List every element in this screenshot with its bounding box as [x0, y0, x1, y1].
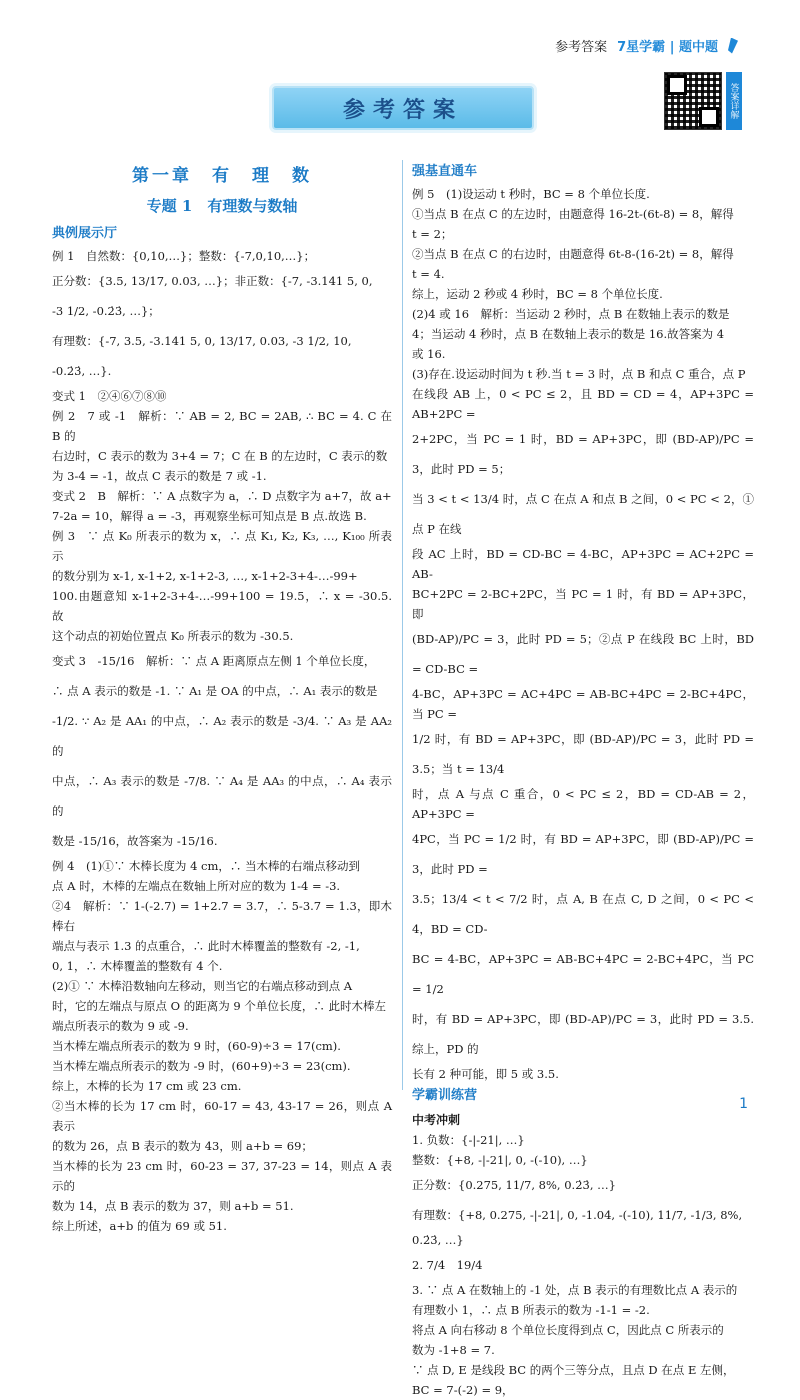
text-line: 正分数：{3.5, 13/17, 0.03, …}；非正数：{-7, -3.141 5, 0, — [52, 274, 373, 288]
page-header — [555, 36, 738, 55]
text-line: BC = 7-(-2) = 9， — [412, 1383, 514, 1397]
text-line: 变式 2 B 解析：∵ A 点数字为 a，∴ D 点数字为 a+7，故 a+ — [52, 489, 392, 503]
text-line: t = 4. — [412, 267, 445, 281]
pen-icon — [728, 38, 738, 54]
text-line: 中点，∴ A₃ 表示的数是 -7/8. ∵ A₄ 是 AA₃ 的中点，∴ A₄ 表示的 — [52, 774, 392, 818]
text-line: 当木棒的长为 23 cm 时，60-23 = 37, 37-23 = 14，则点 A 表示的 — [52, 1159, 392, 1193]
text-line: 在线段 AB 上，0 < PC ≤ 2，且 BD = CD = 4，AP+3PC = AB+2PC = — [412, 387, 754, 421]
text-line: 整数：{+8, -|-21|, 0, -(-10), …} — [412, 1153, 588, 1167]
text-line: 端点与表示 1.3 的点重合，∴ 此时木棒覆盖的整数有 -2, -1, — [52, 939, 360, 953]
text-line: 综上，木棒的长为 17 cm 或 23 cm. — [52, 1079, 242, 1093]
text-line: 1. 负数：{-|-21|, …} — [412, 1133, 525, 1147]
text-line: 例 1 自然数：{0,10,…}；整数：{-7,0,10,…}； — [52, 249, 316, 263]
text-line: 段 AC 上时，BD = CD-BC = 4-BC，AP+3PC = AC+2PC = AB- — [412, 547, 754, 581]
text-line: 当 3 < t < 13/4 时，点 C 在点 A 和点 B 之间，0 < PC < 2，①点 P 在线 — [412, 492, 754, 536]
text-line: 100.由题意知 x-1+2-3+4-…-99+100 = 19.5，∴ x = -30.5.故 — [52, 589, 392, 623]
text-line: 数是 -15/16，故答案为 -15/16. — [52, 834, 218, 848]
header-brand: 7星学霸 | 题中题 — [617, 40, 718, 55]
right-lines-2 — [412, 1130, 754, 1400]
text-line: 2. 7/4 19/4 — [412, 1258, 483, 1272]
text-line: 0.2̇3̇, …} — [412, 1233, 464, 1247]
left-column — [52, 160, 392, 1236]
text-line: (3)存在.设运动时间为 t 秒.当 t = 3 时，点 B 和点 C 重合，点 P — [412, 367, 746, 381]
title-banner — [272, 86, 534, 130]
banner-title: 参考答案 — [342, 97, 463, 123]
text-line: 当木棒左端点所表示的数为 9 时，(60-9)÷3 = 17(cm). — [52, 1039, 341, 1053]
text-line: 点 A 时，木棒的左端点在数轴上所对应的数为 1-4 = -3. — [52, 879, 341, 893]
text-line: 7-2a = 10，解得 a = -3，再观察坐标可知点是 B 点.故选 B. — [52, 509, 367, 523]
text-line: 数为 14，点 B 表示的数为 37，则 a+b = 51. — [52, 1199, 294, 1213]
text-line: 0, 1，∴ 木棒覆盖的整数有 4 个. — [52, 959, 223, 973]
text-line: 有理数：{-7, 3.5, -3.141 5, 0, 13/17, 0.03, -3 1/2, 10, — [52, 334, 352, 348]
text-line: BC+2PC = 2-BC+2PC，当 PC = 1 时，有 BD = AP+3PC，即 — [412, 587, 754, 621]
text-line: ∵ 点 D, E 是线段 BC 的两个三等分点，且点 D 在点 E 左侧， — [412, 1363, 735, 1377]
text-line: 综上，运动 2 秒或 4 秒时，BC = 8 个单位长度. — [412, 287, 663, 301]
text-line: 这个动点的初始位置点 K₀ 所表示的数为 -30.5. — [52, 629, 294, 643]
text-line: 或 16. — [412, 347, 446, 361]
qr-code-icon[interactable] — [664, 72, 722, 130]
section-heading: 典例展示厅 — [52, 226, 118, 241]
text-line: 例 4 (1)①∵ 木棒长度为 4 cm，∴ 当木棒的右端点移动到 — [52, 859, 361, 873]
text-line: 时，它的左端点与原点 O 的距离为 9 个单位长度，∴ 此时木棒左 — [52, 999, 387, 1013]
right-lines-1 — [412, 184, 754, 1084]
text-line: 数为 -1+8 = 7. — [412, 1343, 495, 1357]
text-line: 例 2 7 或 -1 解析：∵ AB = 2, BC = 2AB, ∴ BC = 4. C 在 B 的 — [52, 409, 392, 443]
text-line: 3.5；13/4 < t < 7/2 时，点 A, B 在点 C, D 之间，0 < PC < 4，BD = CD- — [412, 892, 754, 936]
column-divider — [402, 160, 403, 1090]
text-line: 1/2 时，有 BD = AP+3PC，即 (BD-AP)/PC = 3，此时 PD = 3.5；当 t = 13/4 — [412, 732, 754, 776]
text-line: 当木棒左端点所表示的数为 -9 时，(60+9)÷3 = 23(cm). — [52, 1059, 351, 1073]
text-line: ①当点 B 在点 C 的左边时，由题意得 16-2t-(6t-8) = 8，解得 — [412, 207, 734, 221]
text-line: 3. ∵ 点 A 在数轴上的 -1 处，点 B 表示的有理数比点 A 表示的 — [412, 1283, 738, 1297]
text-line: 例 5 (1)设运动 t 秒时，BC = 8 个单位长度. — [412, 187, 650, 201]
left-lines — [52, 246, 392, 1236]
text-line: 将点 A 向右移动 8 个单位长度得到点 C，因此点 C 所表示的 — [412, 1323, 724, 1337]
text-line: 变式 3 -15/16 解析：∵ 点 A 距离原点左侧 1 个单位长度， — [52, 654, 376, 668]
text-line: BC = 4-BC，AP+3PC = AB-BC+4PC = 2-BC+4PC，当 PC = 1/2 — [412, 952, 754, 996]
text-line: 的数为 26，点 B 表示的数为 43，则 a+b = 69； — [52, 1139, 313, 1153]
text-line: 有理数小 1，∴ 点 B 所表示的数为 -1-1 = -2. — [412, 1303, 650, 1317]
header-label: 参考答案 — [555, 40, 608, 55]
chapter-title: 第一章 有 理 数 — [132, 166, 312, 186]
text-line: -3 1/2, -0.2̇3̇, …}； — [52, 304, 160, 318]
text-line: 正分数：{0.275, 11/7, 8%, 0.2̇3̇, …} — [412, 1178, 616, 1192]
text-line: (BD-AP)/PC = 3，此时 PD = 5；②点 P 在线段 BC 上时，BD = CD-BC = — [412, 632, 754, 676]
subsection-heading: 中考冲刺 — [412, 1113, 461, 1127]
right-column — [412, 160, 754, 1400]
text-line: ∴ 点 A 表示的数是 -1. ∵ A₁ 是 OA 的中点，∴ A₁ 表示的数是 — [52, 684, 378, 698]
text-line: 4-BC，AP+3PC = AC+4PC = AB-BC+4PC = 2-BC+4PC，当 PC = — [412, 687, 754, 721]
text-line: (2)① ∵ 木棒沿数轴向左移动，则当它的右端点移动到点 A — [52, 979, 353, 993]
qr-tag: 答案详解 — [726, 72, 742, 130]
page-number: 1 — [739, 1096, 748, 1112]
text-line: 例 3 ∵ 点 K₀ 所表示的数为 x，∴ 点 K₁, K₂, K₃, …, K₁₀₀ 所表示 — [52, 529, 392, 563]
text-line: t = 2； — [412, 227, 453, 241]
text-line: 4；当运动 4 秒时，点 B 在数轴上表示的数是 16.故答案为 4 — [412, 327, 725, 341]
text-line: 综上所述，a+b 的值为 69 或 51. — [52, 1219, 227, 1233]
text-line: ②当点 B 在点 C 的右边时，由题意得 6t-8-(16-2t) = 8，解得 — [412, 247, 734, 261]
text-line: 端点所表示的数为 9 或 -9. — [52, 1019, 189, 1033]
text-line: ②4 解析：∵ 1-(-2.7) = 1+2.7 = 3.7，∴ 5-3.7 = 1.3，即木棒右 — [52, 899, 392, 933]
text-line: -1/2. ∵ A₂ 是 AA₁ 的中点，∴ A₂ 表示的数是 -3/4. ∵ A₃ 是 AA₂ 的 — [52, 714, 392, 758]
text-line: 为 3-4 = -1，故点 C 表示的数是 7 或 -1. — [52, 469, 267, 483]
text-line: 右边时，C 表示的数为 3+4 = 7；C 在 B 的左边时，C 表示的数 — [52, 449, 388, 463]
text-line: (2)4 或 16 解析：当运动 2 秒时，点 B 在数轴上表示的数是 — [412, 307, 730, 321]
text-line: 4PC，当 PC = 1/2 时，有 BD = AP+3PC，即 (BD-AP)/PC = 3，此时 PD = — [412, 832, 754, 876]
text-line: 长有 2 种可能，即 5 或 3.5. — [412, 1067, 559, 1081]
text-line: 时，有 BD = AP+3PC，即 (BD-AP)/PC = 3，此时 PD = 3.5.综上，PD 的 — [412, 1012, 754, 1056]
section-heading: 学霸训练营 — [412, 1088, 478, 1103]
section-heading: 强基直通车 — [412, 164, 478, 179]
text-line: ②当木棒的长为 17 cm 时，60-17 = 43, 43-17 = 26，则点 A 表示 — [52, 1099, 392, 1133]
text-line: -0.2̇3̇, …}. — [52, 364, 112, 378]
text-line: 变式 1 ②④⑥⑦⑧⑩ — [52, 389, 167, 403]
topic-title: 专题 1 有理数与数轴 — [146, 197, 298, 215]
text-line: 的数分别为 x-1, x-1+2, x-1+2-3, …, x-1+2-3+4-…-99+ — [52, 569, 358, 583]
text-line: 时，点 A 与点 C 重合，0 < PC ≤ 2，BD = CD-AB = 2，AP+3PC = — [412, 787, 754, 821]
text-line: 2+2PC，当 PC = 1 时，BD = AP+3PC，即 (BD-AP)/PC = 3，此时 PD = 5； — [412, 432, 754, 476]
text-line: 有理数：{+8, 0.275, -|-21|, 0, -1.04, -(-10), 11/7, -1/3, 8%, — [412, 1208, 743, 1222]
